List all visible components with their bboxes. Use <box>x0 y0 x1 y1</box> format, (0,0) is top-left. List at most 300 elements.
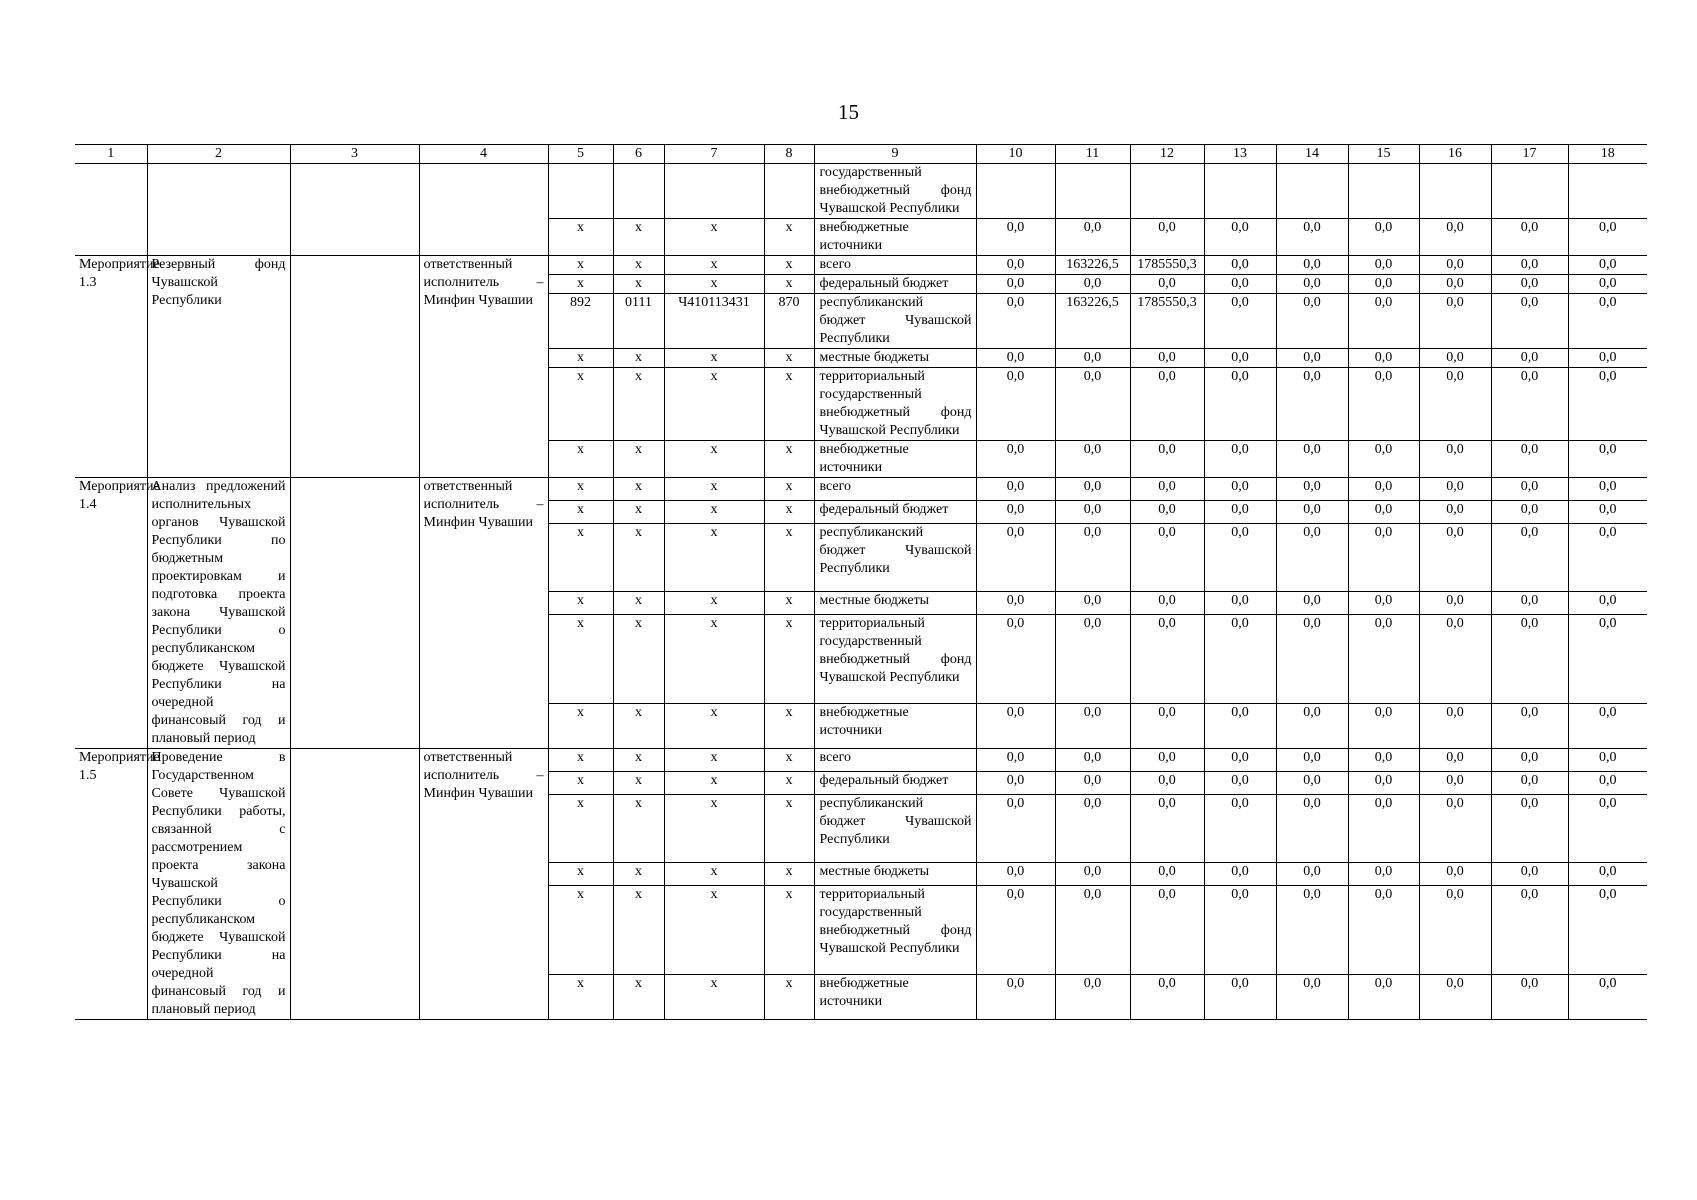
amount-cell-col17 <box>1491 164 1568 219</box>
code-cell-c6: x <box>613 441 664 478</box>
code-cell-c7: x <box>664 256 764 275</box>
funding-source-cell: всего <box>814 749 976 772</box>
table-body <box>75 164 1647 1020</box>
amount-cell-col13: 0,0 <box>1204 614 1276 703</box>
amount-cell-col14: 0,0 <box>1276 703 1348 748</box>
amount-cell-col11: 0,0 <box>1055 795 1130 862</box>
amount-cell-col16: 0,0 <box>1419 772 1491 795</box>
amount-cell-col13: 0,0 <box>1204 294 1276 349</box>
amount-cell-col14: 0,0 <box>1276 478 1348 501</box>
amount-cell-col15: 0,0 <box>1348 441 1419 478</box>
amount-cell-col11: 163226,5 <box>1055 294 1130 349</box>
code-cell-c5: x <box>548 349 613 368</box>
amount-cell-col12: 0,0 <box>1130 219 1204 256</box>
amount-cell-col12: 0,0 <box>1130 591 1204 614</box>
amount-cell-col10: 0,0 <box>976 974 1055 1019</box>
code-cell-c5: x <box>548 256 613 275</box>
amount-cell-col12: 0,0 <box>1130 501 1204 524</box>
amount-cell-col10: 0,0 <box>976 368 1055 441</box>
code-cell-c7: x <box>664 974 764 1019</box>
amount-cell-col16: 0,0 <box>1419 885 1491 974</box>
code-cell-c6: x <box>613 885 664 974</box>
amount-cell-col10: 0,0 <box>976 441 1055 478</box>
code-cell-c6: x <box>613 275 664 294</box>
amount-cell-col18 <box>1568 164 1647 219</box>
code-cell-c5: x <box>548 368 613 441</box>
column-header-12: 12 <box>1130 145 1204 164</box>
amount-cell-col10: 0,0 <box>976 614 1055 703</box>
amount-cell-col16: 0,0 <box>1419 795 1491 862</box>
amount-cell-col10: 0,0 <box>976 478 1055 501</box>
amount-cell-col18: 0,0 <box>1568 703 1647 748</box>
code-cell-c8: x <box>764 441 814 478</box>
amount-cell-col15: 0,0 <box>1348 614 1419 703</box>
code-cell-c8: x <box>764 974 814 1019</box>
funding-source-cell: республиканский бюджет Чувашской Республики <box>814 524 976 591</box>
amount-cell-col18: 0,0 <box>1568 501 1647 524</box>
column-header-13: 13 <box>1204 145 1276 164</box>
amount-cell-col14 <box>1276 164 1348 219</box>
column-header-4: 4 <box>419 145 548 164</box>
amount-cell-col14: 0,0 <box>1276 501 1348 524</box>
amount-cell-col14: 0,0 <box>1276 862 1348 885</box>
amount-cell-col14: 0,0 <box>1276 591 1348 614</box>
code-cell-c7: x <box>664 219 764 256</box>
column-header-1: 1 <box>75 145 147 164</box>
code-cell-c8: x <box>764 501 814 524</box>
amount-cell-col12: 0,0 <box>1130 862 1204 885</box>
code-cell-c8: x <box>764 885 814 974</box>
amount-cell-col13: 0,0 <box>1204 368 1276 441</box>
amount-cell-col16 <box>1419 164 1491 219</box>
executor-cell: ответственный исполнитель – Минфин Чувашии <box>419 256 548 478</box>
amount-cell-col14: 0,0 <box>1276 795 1348 862</box>
amount-cell-col15: 0,0 <box>1348 501 1419 524</box>
code-cell-c8: x <box>764 749 814 772</box>
amount-cell-col16: 0,0 <box>1419 749 1491 772</box>
column-header-5: 5 <box>548 145 613 164</box>
amount-cell-col12: 0,0 <box>1130 749 1204 772</box>
amount-cell-col18: 0,0 <box>1568 749 1647 772</box>
funding-source-cell: федеральный бюджет <box>814 772 976 795</box>
amount-cell-col14: 0,0 <box>1276 749 1348 772</box>
code-cell-c5: x <box>548 501 613 524</box>
code-cell-c7: x <box>664 591 764 614</box>
code-cell-c5: x <box>548 478 613 501</box>
code-cell-c5: x <box>548 524 613 591</box>
amount-cell-col10: 0,0 <box>976 703 1055 748</box>
amount-cell-col12: 0,0 <box>1130 368 1204 441</box>
code-cell-c6: x <box>613 501 664 524</box>
code-cell-c6: x <box>613 219 664 256</box>
funding-source-cell: внебюджетные источники <box>814 219 976 256</box>
amount-cell-col18: 0,0 <box>1568 441 1647 478</box>
amount-cell-col10: 0,0 <box>976 501 1055 524</box>
amount-cell-col13: 0,0 <box>1204 441 1276 478</box>
amount-cell-col11: 0,0 <box>1055 275 1130 294</box>
amount-cell-col17: 0,0 <box>1491 703 1568 748</box>
amount-cell-col10: 0,0 <box>976 772 1055 795</box>
amount-cell-col18: 0,0 <box>1568 862 1647 885</box>
amount-cell-col10: 0,0 <box>976 524 1055 591</box>
amount-cell-col12: 1785550,3 <box>1130 256 1204 275</box>
activity-code-cell: Мероприятие 1.3 <box>75 256 147 478</box>
amount-cell-col11: 0,0 <box>1055 974 1130 1019</box>
amount-cell-col18: 0,0 <box>1568 478 1647 501</box>
amount-cell-col15: 0,0 <box>1348 772 1419 795</box>
code-cell-c7 <box>664 164 764 219</box>
amount-cell-col15: 0,0 <box>1348 795 1419 862</box>
amount-cell-col10 <box>976 164 1055 219</box>
code-cell-c6: x <box>613 614 664 703</box>
funding-source-cell: территориальный государственный внебюджетный фонд Чувашской Республики <box>814 368 976 441</box>
code-cell-c8: x <box>764 524 814 591</box>
amount-cell-col15 <box>1348 164 1419 219</box>
funding-source-cell: местные бюджеты <box>814 591 976 614</box>
amount-cell-col13: 0,0 <box>1204 219 1276 256</box>
amount-cell-col14: 0,0 <box>1276 219 1348 256</box>
column-header-6: 6 <box>613 145 664 164</box>
amount-cell-col12: 0,0 <box>1130 275 1204 294</box>
code-cell-c7: Ч410113431 <box>664 294 764 349</box>
amount-cell-col16: 0,0 <box>1419 219 1491 256</box>
amount-cell-col15: 0,0 <box>1348 974 1419 1019</box>
funding-source-cell: государственный внебюджетный фонд Чувашской Республики <box>814 164 976 219</box>
amount-cell-col11: 0,0 <box>1055 478 1130 501</box>
amount-cell-col14: 0,0 <box>1276 524 1348 591</box>
amount-cell-col17: 0,0 <box>1491 749 1568 772</box>
funding-source-cell: внебюджетные источники <box>814 441 976 478</box>
amount-cell-col11: 163226,5 <box>1055 256 1130 275</box>
column-3-cell <box>290 256 419 478</box>
amount-cell-col17: 0,0 <box>1491 795 1568 862</box>
amount-cell-col18: 0,0 <box>1568 614 1647 703</box>
amount-cell-col17: 0,0 <box>1491 368 1568 441</box>
activity-code-cell <box>75 164 147 256</box>
amount-cell-col13: 0,0 <box>1204 256 1276 275</box>
code-cell-c5: x <box>548 974 613 1019</box>
amount-cell-col16: 0,0 <box>1419 256 1491 275</box>
column-header-3: 3 <box>290 145 419 164</box>
amount-cell-col10: 0,0 <box>976 219 1055 256</box>
amount-cell-col11: 0,0 <box>1055 885 1130 974</box>
code-cell-c6: x <box>613 591 664 614</box>
amount-cell-col13: 0,0 <box>1204 749 1276 772</box>
amount-cell-col13: 0,0 <box>1204 862 1276 885</box>
executor-cell: ответственный исполнитель – Минфин Чувашии <box>419 749 548 1020</box>
code-cell-c8: x <box>764 795 814 862</box>
code-cell-c5: x <box>548 795 613 862</box>
amount-cell-col14: 0,0 <box>1276 614 1348 703</box>
amount-cell-col12 <box>1130 164 1204 219</box>
amount-cell-col15: 0,0 <box>1348 256 1419 275</box>
page-number: 15 <box>838 100 859 124</box>
code-cell-c7: x <box>664 885 764 974</box>
amount-cell-col13: 0,0 <box>1204 275 1276 294</box>
amount-cell-col10: 0,0 <box>976 885 1055 974</box>
amount-cell-col12: 1785550,3 <box>1130 294 1204 349</box>
column-header-11: 11 <box>1055 145 1130 164</box>
amount-cell-col13: 0,0 <box>1204 885 1276 974</box>
column-header-8: 8 <box>764 145 814 164</box>
code-cell-c8: x <box>764 703 814 748</box>
amount-cell-col11: 0,0 <box>1055 772 1130 795</box>
executor-cell: ответственный исполнитель – Минфин Чувашии <box>419 478 548 749</box>
amount-cell-col18: 0,0 <box>1568 591 1647 614</box>
code-cell-c7: x <box>664 772 764 795</box>
code-cell-c8: x <box>764 614 814 703</box>
amount-cell-col14: 0,0 <box>1276 441 1348 478</box>
code-cell-c6: x <box>613 478 664 501</box>
funding-source-cell: федеральный бюджет <box>814 501 976 524</box>
code-cell-c6 <box>613 164 664 219</box>
amount-cell-col18: 0,0 <box>1568 772 1647 795</box>
amount-cell-col12: 0,0 <box>1130 614 1204 703</box>
amount-cell-col13: 0,0 <box>1204 591 1276 614</box>
amount-cell-col12: 0,0 <box>1130 524 1204 591</box>
amount-cell-col11: 0,0 <box>1055 591 1130 614</box>
amount-cell-col12: 0,0 <box>1130 441 1204 478</box>
code-cell-c8: x <box>764 478 814 501</box>
code-cell-c6: 0111 <box>613 294 664 349</box>
amount-cell-col15: 0,0 <box>1348 885 1419 974</box>
amount-cell-col14: 0,0 <box>1276 256 1348 275</box>
amount-cell-col11: 0,0 <box>1055 368 1130 441</box>
amount-cell-col11: 0,0 <box>1055 703 1130 748</box>
amount-cell-col15: 0,0 <box>1348 478 1419 501</box>
code-cell-c5: x <box>548 772 613 795</box>
code-cell-c8: x <box>764 591 814 614</box>
amount-cell-col16: 0,0 <box>1419 501 1491 524</box>
code-cell-c6: x <box>613 862 664 885</box>
code-cell-c5: x <box>548 862 613 885</box>
funding-source-cell: территориальный государственный внебюджетный фонд Чувашской Республики <box>814 885 976 974</box>
amount-cell-col17: 0,0 <box>1491 591 1568 614</box>
amount-cell-col13 <box>1204 164 1276 219</box>
code-cell-c5: x <box>548 275 613 294</box>
amount-cell-col15: 0,0 <box>1348 862 1419 885</box>
amount-cell-col11: 0,0 <box>1055 219 1130 256</box>
amount-cell-col16: 0,0 <box>1419 368 1491 441</box>
code-cell-c7: x <box>664 749 764 772</box>
funding-source-cell: всего <box>814 256 976 275</box>
column-header-15: 15 <box>1348 145 1419 164</box>
amount-cell-col10: 0,0 <box>976 349 1055 368</box>
amount-cell-col17: 0,0 <box>1491 275 1568 294</box>
funding-source-cell: внебюджетные источники <box>814 703 976 748</box>
amount-cell-col14: 0,0 <box>1276 368 1348 441</box>
amount-cell-col18: 0,0 <box>1568 368 1647 441</box>
amount-cell-col17: 0,0 <box>1491 441 1568 478</box>
code-cell-c8: x <box>764 349 814 368</box>
funding-source-cell: местные бюджеты <box>814 349 976 368</box>
funding-source-cell: местные бюджеты <box>814 862 976 885</box>
code-cell-c8: x <box>764 862 814 885</box>
code-cell-c8: x <box>764 219 814 256</box>
activity-code-cell: Мероприятие 1.4 <box>75 478 147 749</box>
executor-cell <box>419 164 548 256</box>
funding-source-cell: внебюджетные источники <box>814 974 976 1019</box>
code-cell-c6: x <box>613 349 664 368</box>
column-3-cell <box>290 749 419 1020</box>
code-cell-c5: x <box>548 614 613 703</box>
amount-cell-col18: 0,0 <box>1568 974 1647 1019</box>
amount-cell-col17: 0,0 <box>1491 524 1568 591</box>
code-cell-c7: x <box>664 478 764 501</box>
amount-cell-col16: 0,0 <box>1419 275 1491 294</box>
amount-cell-col13: 0,0 <box>1204 703 1276 748</box>
amount-cell-col17: 0,0 <box>1491 974 1568 1019</box>
funding-source-cell: территориальный государственный внебюджетный фонд Чувашской Республики <box>814 614 976 703</box>
amount-cell-col15: 0,0 <box>1348 349 1419 368</box>
column-header-14: 14 <box>1276 145 1348 164</box>
amount-cell-col17: 0,0 <box>1491 772 1568 795</box>
activity-name-cell: Резервный фонд Чувашской Республики <box>147 256 290 478</box>
amount-cell-col11: 0,0 <box>1055 441 1130 478</box>
code-cell-c6: x <box>613 524 664 591</box>
column-header-17: 17 <box>1491 145 1568 164</box>
amount-cell-col14: 0,0 <box>1276 974 1348 1019</box>
amount-cell-col10: 0,0 <box>976 591 1055 614</box>
amount-cell-col10: 0,0 <box>976 795 1055 862</box>
amount-cell-col11 <box>1055 164 1130 219</box>
column-header-7: 7 <box>664 145 764 164</box>
code-cell-c6: x <box>613 974 664 1019</box>
funding-source-cell: республиканский бюджет Чувашской Республики <box>814 795 976 862</box>
code-cell-c7: x <box>664 524 764 591</box>
amount-cell-col14: 0,0 <box>1276 275 1348 294</box>
amount-cell-col17: 0,0 <box>1491 219 1568 256</box>
code-cell-c7: x <box>664 368 764 441</box>
amount-cell-col11: 0,0 <box>1055 862 1130 885</box>
column-header-2: 2 <box>147 145 290 164</box>
amount-cell-col12: 0,0 <box>1130 772 1204 795</box>
code-cell-c6: x <box>613 256 664 275</box>
amount-cell-col13: 0,0 <box>1204 772 1276 795</box>
table-header-row <box>75 145 1647 164</box>
amount-cell-col13: 0,0 <box>1204 524 1276 591</box>
amount-cell-col12: 0,0 <box>1130 478 1204 501</box>
funding-source-cell: всего <box>814 478 976 501</box>
amount-cell-col11: 0,0 <box>1055 749 1130 772</box>
amount-cell-col17: 0,0 <box>1491 294 1568 349</box>
code-cell-c7: x <box>664 349 764 368</box>
amount-cell-col10: 0,0 <box>976 862 1055 885</box>
column-header-10: 10 <box>976 145 1055 164</box>
amount-cell-col12: 0,0 <box>1130 349 1204 368</box>
amount-cell-col18: 0,0 <box>1568 795 1647 862</box>
code-cell-c5: x <box>548 591 613 614</box>
amount-cell-col10: 0,0 <box>976 294 1055 349</box>
column-3-cell <box>290 478 419 749</box>
code-cell-c8: x <box>764 256 814 275</box>
amount-cell-col18: 0,0 <box>1568 524 1647 591</box>
table-row <box>75 256 1647 275</box>
amount-cell-col18: 0,0 <box>1568 294 1647 349</box>
amount-cell-col16: 0,0 <box>1419 614 1491 703</box>
code-cell-c8: 870 <box>764 294 814 349</box>
table-row <box>75 164 1647 219</box>
amount-cell-col16: 0,0 <box>1419 862 1491 885</box>
amount-cell-col16: 0,0 <box>1419 524 1491 591</box>
code-cell-c8: x <box>764 368 814 441</box>
code-cell-c7: x <box>664 501 764 524</box>
code-cell-c5 <box>548 164 613 219</box>
amount-cell-col18: 0,0 <box>1568 275 1647 294</box>
budget-table <box>75 144 1647 1020</box>
amount-cell-col18: 0,0 <box>1568 349 1647 368</box>
amount-cell-col14: 0,0 <box>1276 294 1348 349</box>
amount-cell-col13: 0,0 <box>1204 349 1276 368</box>
amount-cell-col17: 0,0 <box>1491 885 1568 974</box>
amount-cell-col12: 0,0 <box>1130 885 1204 974</box>
amount-cell-col15: 0,0 <box>1348 703 1419 748</box>
amount-cell-col13: 0,0 <box>1204 501 1276 524</box>
amount-cell-col12: 0,0 <box>1130 795 1204 862</box>
amount-cell-col12: 0,0 <box>1130 703 1204 748</box>
code-cell-c7: x <box>664 703 764 748</box>
amount-cell-col14: 0,0 <box>1276 349 1348 368</box>
amount-cell-col18: 0,0 <box>1568 885 1647 974</box>
code-cell-c8 <box>764 164 814 219</box>
amount-cell-col10: 0,0 <box>976 256 1055 275</box>
amount-cell-col15: 0,0 <box>1348 591 1419 614</box>
amount-cell-col17: 0,0 <box>1491 501 1568 524</box>
amount-cell-col11: 0,0 <box>1055 501 1130 524</box>
code-cell-c7: x <box>664 795 764 862</box>
amount-cell-col10: 0,0 <box>976 275 1055 294</box>
code-cell-c5: x <box>548 441 613 478</box>
amount-cell-col16: 0,0 <box>1419 478 1491 501</box>
code-cell-c6: x <box>613 703 664 748</box>
amount-cell-col13: 0,0 <box>1204 478 1276 501</box>
amount-cell-col18: 0,0 <box>1568 219 1647 256</box>
code-cell-c7: x <box>664 614 764 703</box>
code-cell-c5: x <box>548 219 613 256</box>
amount-cell-col13: 0,0 <box>1204 795 1276 862</box>
amount-cell-col15: 0,0 <box>1348 275 1419 294</box>
amount-cell-col11: 0,0 <box>1055 349 1130 368</box>
code-cell-c8: x <box>764 275 814 294</box>
amount-cell-col11: 0,0 <box>1055 614 1130 703</box>
amount-cell-col17: 0,0 <box>1491 256 1568 275</box>
activity-code-cell: Мероприятие 1.5 <box>75 749 147 1020</box>
code-cell-c6: x <box>613 749 664 772</box>
amount-cell-col15: 0,0 <box>1348 368 1419 441</box>
activity-name-cell: Анализ предложений исполнительных органов Чувашской Республики по бюджетным проектировкам и подготовка проекта закона Чувашской Республики о республиканском бюджете Чувашской Республики на очередной финансовый год и плановый период <box>147 478 290 749</box>
amount-cell-col15: 0,0 <box>1348 524 1419 591</box>
column-3-cell <box>290 164 419 256</box>
column-header-16: 16 <box>1419 145 1491 164</box>
amount-cell-col10: 0,0 <box>976 749 1055 772</box>
code-cell-c5: x <box>548 703 613 748</box>
amount-cell-col11: 0,0 <box>1055 524 1130 591</box>
amount-cell-col16: 0,0 <box>1419 441 1491 478</box>
column-header-18: 18 <box>1568 145 1647 164</box>
amount-cell-col17: 0,0 <box>1491 614 1568 703</box>
code-cell-c8: x <box>764 772 814 795</box>
funding-source-cell: федеральный бюджет <box>814 275 976 294</box>
amount-cell-col13: 0,0 <box>1204 974 1276 1019</box>
amount-cell-col17: 0,0 <box>1491 862 1568 885</box>
code-cell-c6: x <box>613 772 664 795</box>
activity-name-cell: Проведение в Государственном Совете Чувашской Республики работы, связанной с рассмотрением проекта закона Чувашской Республики о республиканском бюджете Чувашской Республики на очередной финансовый год и плановый период <box>147 749 290 1020</box>
amount-cell-col15: 0,0 <box>1348 294 1419 349</box>
activity-name-cell <box>147 164 290 256</box>
amount-cell-col15: 0,0 <box>1348 749 1419 772</box>
code-cell-c5: 892 <box>548 294 613 349</box>
code-cell-c6: x <box>613 368 664 441</box>
